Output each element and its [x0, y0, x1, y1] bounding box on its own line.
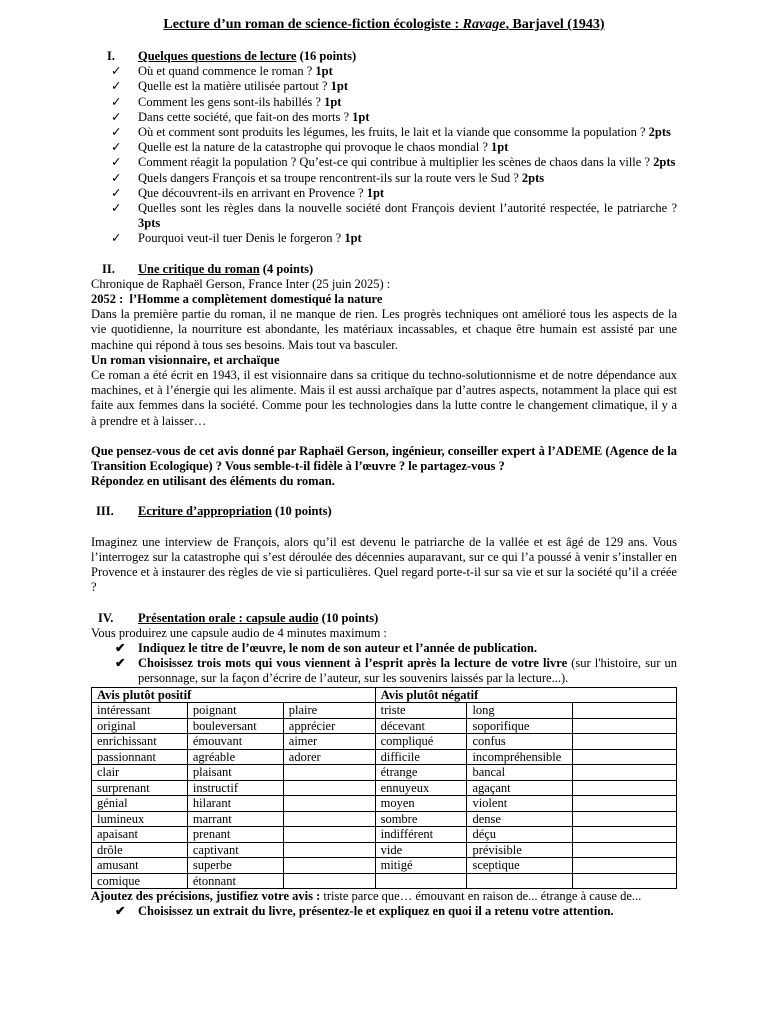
table-cell: sombre: [375, 811, 467, 827]
table-row: [92, 796, 677, 812]
checkmark-icon: ✔: [115, 656, 126, 671]
critique-heading-2: Un roman visionnaire, et archaïque: [91, 352, 280, 367]
table-cell: [283, 858, 375, 874]
checkmark-icon: ✔: [115, 640, 126, 655]
table-cell: aimer: [283, 734, 375, 750]
book-title: Ravage: [462, 17, 506, 32]
table-row: [92, 873, 677, 889]
question-points: 1pt: [491, 140, 509, 155]
table-cell: agréable: [187, 749, 283, 765]
table-cell: dense: [467, 811, 573, 827]
table-cell: amusant: [92, 858, 188, 874]
table-row: [92, 749, 677, 765]
table-cell: [573, 858, 677, 874]
table-row: [92, 765, 677, 781]
table-cell: moyen: [375, 796, 467, 812]
table-cell: émouvant: [187, 734, 283, 750]
question-points: 1pt: [344, 231, 362, 246]
table-cell: plaisant: [187, 765, 283, 781]
table-cell: [573, 780, 677, 796]
table-cell: bouleversant: [187, 718, 283, 734]
question-text: Où et comment sont produits les légumes, les fruits, le lait et la viande que consomme la population ?: [138, 125, 649, 140]
table-cell: bancal: [467, 765, 573, 781]
table-cell: [283, 827, 375, 843]
critique-question: Que pensez-vous de cet avis donné par Raphaël Gerson, ingénieur, conseiller expert à l’ADEME (Agence de la Transition Ecologique) ? Vous semble-t-il fidèle à l’œuvre ? le partagez-vous ?: [91, 443, 677, 474]
table-cell: soporifique: [467, 718, 573, 734]
table-cell: confus: [467, 734, 573, 750]
table-row: [92, 703, 677, 719]
table-cell: agaçant: [467, 780, 573, 796]
audio-instruction-2: ✔ Choisissez trois mots qui vous viennent à l’esprit après la lecture de votre livre (sur l'histoire, sur un personnage, sur la façon d’écrire de l’auteur, sur les souvenirs laissés par la lecture...).: [115, 656, 677, 686]
critique-source: Chronique de Raphaël Gerson, France Inter (25 juin 2025) :: [91, 276, 391, 291]
questions-list: [91, 64, 677, 246]
table-cell: [573, 765, 677, 781]
opinion-words-table: [91, 687, 677, 890]
table-cell: [573, 811, 677, 827]
table-row: [92, 811, 677, 827]
negative-opinion-header: Avis plutôt négatif: [375, 687, 676, 703]
table-cell: passionnant: [92, 749, 188, 765]
table-cell: comique: [92, 873, 188, 889]
interview-prompt: Imaginez une interview de François, alors qu’il est devenu le patriarche de la vallée et est âgé de 129 ans. Vous l’interrogez sur la catastrophe qui s’est déroulée des décennies auparavant, sur ce qui l’a poussé à venir s’installer en Provence et à instaurer des règles de vie si particulières. Quel regard porte-t-il sur sa vie et sur la société qu’il a créée ?: [91, 534, 677, 595]
audio-instructions-2: [91, 904, 677, 919]
question-points: 1pt: [330, 79, 349, 94]
table-cell: sceptique: [467, 858, 573, 874]
checkmark-icon: ✓: [111, 125, 122, 140]
table-cell: [283, 842, 375, 858]
table-cell: [573, 718, 677, 734]
positive-opinion-header: Avis plutôt positif: [92, 687, 376, 703]
table-cell: original: [92, 718, 188, 734]
question-text: Dans cette société, que fait-on des morts ?: [138, 109, 353, 124]
audio-instruction-3: ✔ Choisissez un extrait du livre, présentez-le et expliquez en quoi il a retenu votre attention.: [115, 904, 614, 919]
table-row: [92, 858, 677, 874]
question-text: Quelles sont les règles dans la nouvelle société dont François devient l’autorité respectée, le patriarche ?: [138, 201, 677, 216]
table-cell: incompréhensible: [467, 749, 573, 765]
table-cell: [283, 765, 375, 781]
table-cell: [283, 811, 375, 827]
question-item: [91, 155, 677, 170]
table-row: [92, 734, 677, 750]
checkmark-icon: ✓: [111, 155, 122, 170]
table-row: [92, 718, 677, 734]
question-item: [91, 64, 677, 79]
table-cell: lumineux: [92, 811, 188, 827]
table-cell: [573, 796, 677, 812]
audio-intro: Vous produirez une capsule audio de 4 minutes maximum :: [91, 625, 387, 640]
question-item: [91, 231, 677, 246]
table-row: [92, 842, 677, 858]
question-points: 1pt: [352, 109, 370, 124]
table-cell: indifférent: [375, 827, 467, 843]
table-cell: déçu: [467, 827, 573, 843]
table-cell: superbe: [187, 858, 283, 874]
table-row: [92, 827, 677, 843]
table-cell: prenant: [187, 827, 283, 843]
checkmark-icon: ✓: [111, 185, 122, 200]
question-points: 1pt: [366, 185, 385, 200]
question-points: 1pt: [324, 94, 342, 109]
question-item: [91, 201, 677, 231]
question-text: Pourquoi veut-il tuer Denis le forgeron ?: [138, 231, 345, 246]
table-cell: apaisant: [92, 827, 188, 843]
checkmark-icon: ✓: [111, 79, 122, 94]
question-text: Quelle est la matière utilisée partout ?: [138, 79, 331, 94]
question-text: Quels dangers François et sa troupe rencontrent-ils sur la route vers le Sud ?: [138, 170, 522, 185]
question-item: [91, 171, 677, 186]
question-item: [91, 95, 677, 110]
table-cell: [573, 749, 677, 765]
table-cell: hilarant: [187, 796, 283, 812]
worksheet: [91, 16, 677, 919]
checkmark-icon: ✔: [115, 904, 126, 919]
table-cell: surprenant: [92, 780, 188, 796]
table-cell: génial: [92, 796, 188, 812]
critique-paragraph-1: Dans la première partie du roman, il ne manque de rien. Les progrès techniques ont amélioré tous les aspects de la vie quotidienne, la nourriture est abondante, les matériaux incassables, et chaque être humain est assisté par une machine qui répond à tous ses besoins. Mais tout va basculer.: [91, 307, 677, 352]
table-cell: décevant: [375, 718, 467, 734]
table-cell: étrange: [375, 765, 467, 781]
question-points: 2pts: [648, 125, 671, 140]
table-cell: [573, 827, 677, 843]
checkmark-icon: ✓: [111, 140, 122, 155]
table-cell: ennuyeux: [375, 780, 467, 796]
checkmark-icon: ✓: [111, 201, 122, 216]
table-cell: clair: [92, 765, 188, 781]
table-cell: [573, 873, 677, 889]
table-cell: intéressant: [92, 703, 188, 719]
question-item: [91, 140, 677, 155]
table-cell: apprécier: [283, 718, 375, 734]
section-2-heading: II. Une critique du roman (4 points): [102, 261, 314, 276]
table-cell: [467, 873, 573, 889]
question-item: [91, 79, 677, 94]
checkmark-icon: ✓: [111, 94, 122, 109]
table-cell: [573, 703, 677, 719]
table-cell: long: [467, 703, 573, 719]
audio-instructions: [91, 641, 677, 687]
checkmark-icon: ✓: [111, 231, 122, 246]
table-cell: captivant: [187, 842, 283, 858]
table-cell: vide: [375, 842, 467, 858]
section-4-heading: IV. Présentation orale : capsule audio (10 points): [98, 610, 379, 625]
page-title: Lecture d’un roman de science-fiction écologiste : Ravage, Barjavel (1943): [163, 17, 605, 32]
table-cell: prévisible: [467, 842, 573, 858]
table-row: [92, 780, 677, 796]
question-item: [91, 110, 677, 125]
checkmark-icon: ✓: [111, 64, 122, 79]
question-text: Où et quand commence le roman ?: [138, 64, 316, 79]
section-1-heading: I. Quelques questions de lecture (16 points): [107, 49, 357, 63]
question-points: 2pts: [653, 155, 676, 170]
question-points: 1pt: [315, 64, 333, 79]
question-points: 2pts: [521, 170, 545, 185]
table-cell: plaire: [283, 703, 375, 719]
table-cell: [573, 734, 677, 750]
question-item: [91, 125, 677, 140]
table-cell: drôle: [92, 842, 188, 858]
critique-instruction: Répondez en utilisant des éléments du roman.: [91, 474, 335, 489]
table-cell: instructif: [187, 780, 283, 796]
table-cell: marrant: [187, 811, 283, 827]
table-cell: adorer: [283, 749, 375, 765]
checkmark-icon: ✓: [111, 109, 122, 124]
table-cell: poignant: [187, 703, 283, 719]
question-points: 3pts: [138, 216, 161, 231]
table-cell: [283, 796, 375, 812]
table-cell: triste: [375, 703, 467, 719]
table-cell: étonnant: [187, 873, 283, 889]
critique-heading-1: 2052 : l’Homme a complètement domestiqué la nature: [91, 292, 383, 307]
question-item: [91, 186, 677, 201]
audio-instruction-1: ✔ Indiquez le titre de l’œuvre, le nom de son auteur et l’année de publication.: [115, 640, 537, 655]
table-cell: compliqué: [375, 734, 467, 750]
question-text: Que découvrent-ils en arrivant en Provence ?: [138, 185, 367, 200]
table-cell: mitigé: [375, 858, 467, 874]
table-cell: [573, 842, 677, 858]
question-text: Quelle est la nature de la catastrophe qui provoque le chaos mondial ?: [138, 140, 491, 155]
checkmark-icon: ✓: [111, 170, 122, 185]
justification-line: Ajoutez des précisions, justifiez votre avis : triste parce que… émouvant en raison de... étrange à cause de...: [91, 889, 642, 904]
table-cell: [283, 873, 375, 889]
table-cell: [375, 873, 467, 889]
section-3-heading: III. Ecriture d’appropriation (10 points): [96, 504, 332, 519]
table-cell: [283, 780, 375, 796]
critique-paragraph-2: Ce roman a été écrit en 1943, il est visionnaire dans sa critique du techno-solutionnisme et de notre dépendance aux machines, et à l’énergie qui les alimente. Mais il est aussi archaïque par d’autres aspects, notamment la place qui est faite aux femmes dans la société. Comme pour les technologies dans la lutte contre le changement climatique, il y a à prendre et à laisser…: [91, 368, 677, 428]
table-cell: difficile: [375, 749, 467, 765]
table-cell: violent: [467, 796, 573, 812]
question-text: Comment réagit la population ? Qu’est-ce qui contribue à multiplier les scènes de chaos dans la ville ?: [138, 155, 654, 170]
table-cell: enrichissant: [92, 734, 188, 750]
question-text: Comment les gens sont-ils habillés ?: [138, 94, 325, 109]
